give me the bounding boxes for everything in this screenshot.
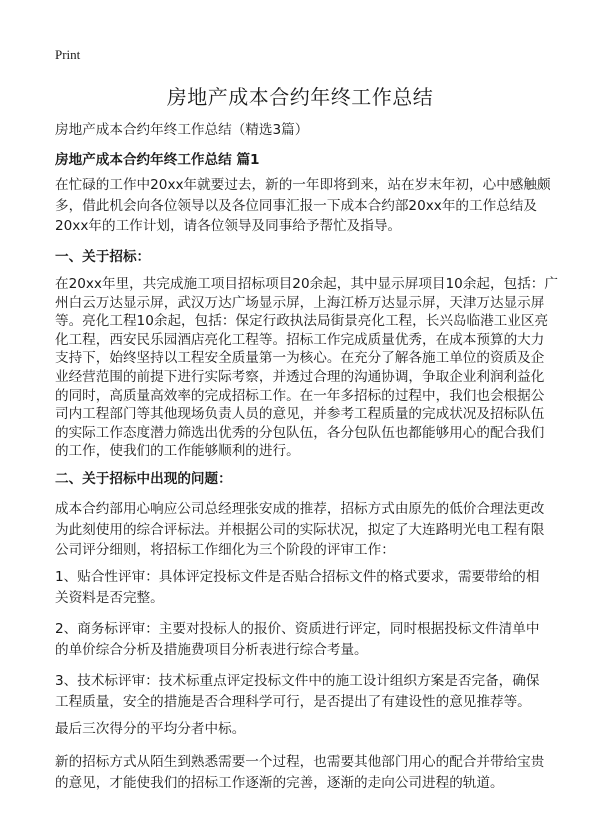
text-line: 州白云万达显示屏，武汉万达广场显示屏，上海江桥万达显示屏，天津万达显示屏 bbox=[55, 294, 545, 311]
text-line: 1、贴合性评审：具体评定投标文件是否贴合招标文件的格式要求，需要带给的相 bbox=[55, 569, 540, 585]
problems-paragraph bbox=[55, 499, 544, 561]
review-item-3 bbox=[55, 671, 539, 712]
text-line: 成本合约部用心响应公司总经理张安成的推荐，招标方式由原先的低价合理法更改 bbox=[55, 501, 545, 517]
text-line: 新的招标方式从陌生到熟悉需要一个过程，也需要其他部门用心的配合并带给宝贵 bbox=[55, 754, 545, 770]
text-line: 化工程，西安民乐园酒店亮化工程等。招标工作完成质量优秀，在成本预算的大力 bbox=[55, 331, 545, 348]
text-line: 的单价综合分析及措施费项目分析表进行综合考量。 bbox=[55, 641, 368, 658]
section-heading-bidding: 一、关于招标： bbox=[55, 249, 151, 265]
text-line: 关资料是否完整。 bbox=[55, 589, 164, 606]
text-line: 支持下，始终坚持以工程安全质量第一为核心。在充分了解各施工单位的资质及企 bbox=[55, 350, 545, 367]
text-line: 司内工程部门等其他现场负责人员的意见，并参考工程质量的完成状况及招标队伍 bbox=[55, 406, 545, 423]
text-line: 业经营范围的前提下进行实际考察，并透过合理的沟通协调，争取企业利润利益化 bbox=[55, 368, 545, 385]
print-link[interactable]: Print bbox=[55, 47, 81, 62]
review-item-1 bbox=[55, 567, 539, 608]
bidding-paragraph bbox=[55, 275, 558, 461]
text-line: 在20xx年里，共完成施工项目招标项目20余起，其中显示屏项目10余起，包括：广 bbox=[55, 276, 558, 292]
text-line: 最后三次得分的平均分者中标。 bbox=[55, 721, 246, 737]
section-heading-problems: 二、关于招标中出现的问题： bbox=[55, 471, 232, 487]
text-line: 为此刻使用的综合评标法。并根据公司的实际状况，拟定了大连路明光电工程有限 bbox=[55, 521, 545, 538]
text-line: 等。亮化工程10余起，包括：保定行政执法局街景亮化工程，长兴岛临港工业区亮 bbox=[55, 313, 549, 330]
review-item-2 bbox=[55, 619, 539, 660]
article-heading: 房地产成本合约年终工作总结 篇1 bbox=[55, 152, 260, 168]
text-line: 在忙碌的工作中20xx年就要过去，新的一年即将到来，站在岁末年初，心中感触颇 bbox=[55, 177, 551, 193]
text-line: 公司评分细则，将招标工作细化为三个阶段的评审工作： bbox=[55, 542, 395, 558]
text-line: 的同时，高质量高效率的完成招标工作。在一年多招标的过程中，我们也会根据公 bbox=[55, 387, 545, 404]
intro-paragraph bbox=[55, 175, 551, 237]
document-subtitle: 房地产成本合约年终工作总结（精选3篇） bbox=[55, 122, 309, 138]
text-line: 3、技术标评审：技术标重点评定投标文件中的施工设计组织方案是否完备，确保 bbox=[55, 673, 540, 689]
winning-rule-paragraph bbox=[55, 719, 245, 740]
text-line: 的工作，使我们的工作能够顺利的进行。 bbox=[55, 443, 300, 460]
closing-paragraph bbox=[55, 752, 544, 793]
text-line: 多，借此机会向各位领导以及各位同事汇报一下成本合约部20xx年的工作总结及 bbox=[55, 197, 537, 214]
text-line: 的实际工作态度潜力筛选出优秀的分包队伍，各分包队伍也都能够用心的配合我们 bbox=[55, 424, 545, 441]
text-line: 的意见，才能使我们的招标工作逐渐的完善，逐渐的走向公司进程的轨道。 bbox=[55, 774, 504, 791]
text-line: 20xx年的工作计划，请各位领导及同事给予帮忙及指导。 bbox=[55, 218, 402, 234]
text-line: 工程质量，安全的措施是否合理科学可行，是否提出了有建设性的意见推荐等。 bbox=[55, 693, 531, 710]
text-line: 2、商务标评审：主要对投标人的报价、资质进行评定，同时根据投标文件清单中 bbox=[55, 621, 540, 637]
document-title: 房地产成本合约年终工作总结 bbox=[166, 85, 434, 109]
